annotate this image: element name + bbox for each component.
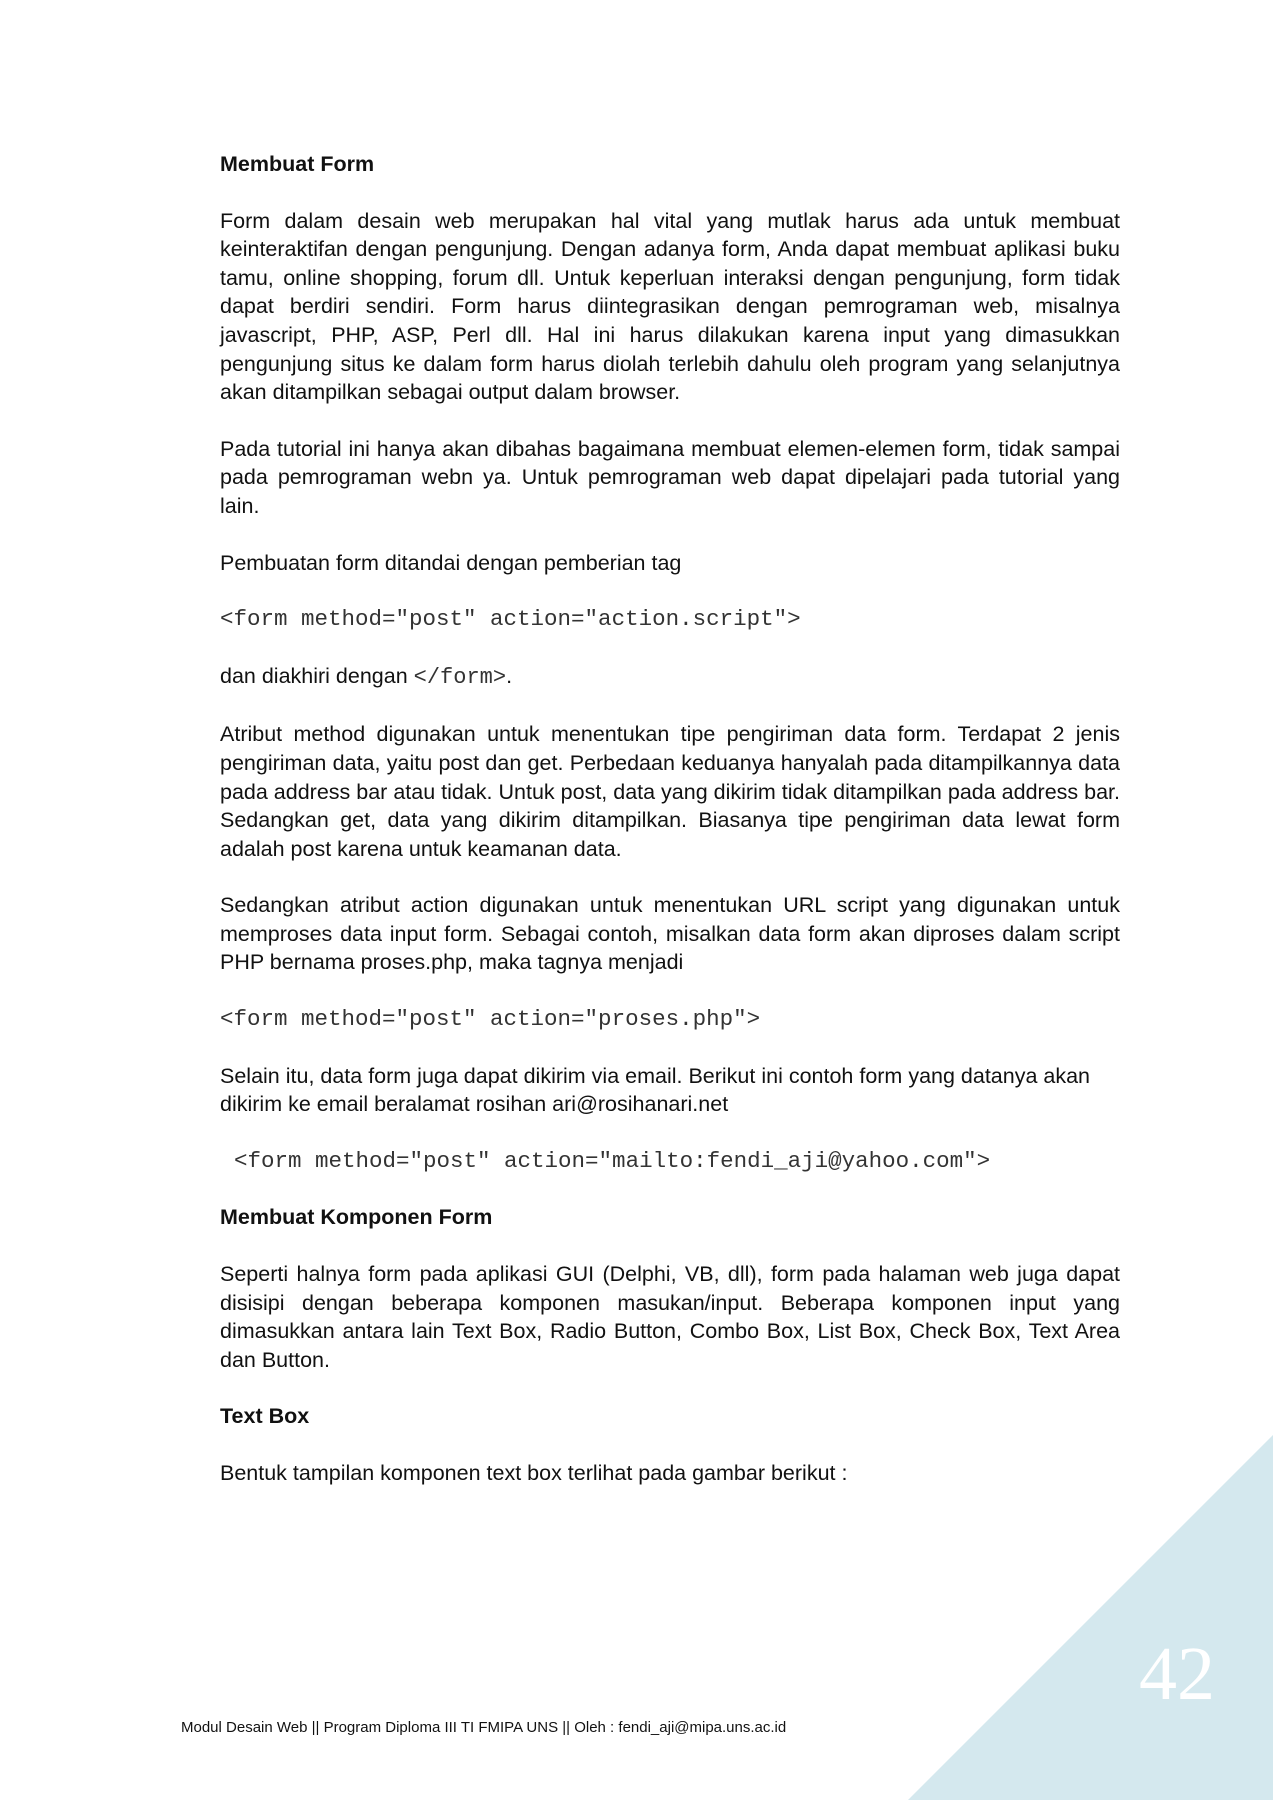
paragraph-komponen: Seperti halnya form pada aplikasi GUI (Delphi, VB, dll), form pada halaman web juga dapat disisipi dengan beberapa komponen masukan/input. Beberapa komponen input yang dimasukkan antara lain Text Box, Radio Button, Combo Box, List Box, Check Box, Text Area dan Button.	[220, 1262, 1120, 1372]
closing-tag-prefix: dan diakhiri dengan	[220, 663, 414, 688]
page-number: 42	[1139, 1632, 1215, 1716]
code-form-action-script: <form method="post" action="action.script">	[220, 606, 801, 633]
code-form-mailto: <form method="post" action="mailto:fendi_aji@yahoo.com">	[234, 1147, 991, 1174]
paragraph-text-box: Bentuk tampilan komponen text box terlihat pada gambar berikut :	[220, 1461, 848, 1485]
heading-text-box: Text Box	[220, 1404, 310, 1429]
page-footer: Modul Desain Web || Program Diploma III TI FMIPA UNS || Oleh : fendi_aji@mipa.uns.ac.id	[181, 1719, 787, 1736]
paragraph-closing-tag	[220, 662, 1120, 693]
code-form-proses-php: <form method="post" action="proses.php">	[220, 1006, 761, 1033]
corner-triangle-shape	[908, 1435, 1273, 1800]
paragraph-form-tag: Pembuatan form ditandai dengan pemberian tag	[220, 550, 682, 575]
paragraph-email-form: Selain itu, data form juga dapat dikirim via email. Berikut ini contoh form yang datanya akan dikirim ke email beralamat rosihan ari@rosihanari.net	[220, 1063, 1091, 1117]
corner-triangle-decoration	[908, 1435, 1273, 1800]
paragraph-intro: Form dalam desain web merupakan hal vital yang mutlak harus ada untuk membuat keinteraktifan dengan pengunjung. Dengan adanya form, Anda dapat membuat aplikasi buku tamu, online shopping, forum dll. Untuk keperluan interaksi dengan pengunjung, form tidak dapat berdiri sendiri. Form harus diintegrasikan dengan pemrograman web, misalnya javascript, PHP, ASP, Perl dll. Hal ini harus dilakukan karena input yang dimasukkan pengunjung situs ke dalam form harus diolah terlebih dahulu oleh program yang selanjutnya akan ditampilkan sebagai output dalam browser.	[220, 208, 1120, 405]
paragraph-method-attribute: Atribut method digunakan untuk menentukan tipe pengiriman data form. Terdapat 2 jenis pengiriman data, yaitu post dan get. Perbedaan keduanya hanyalah pada ditampilkannya data pada address bar atau tidak. Untuk post, data yang dikirim tidak ditampilkan pada address bar. Sedangkan get, data yang dikirim ditampilkan. Biasanya tipe pengiriman data lewat form adalah post karena untuk keamanan data.	[220, 722, 1120, 861]
page-content	[220, 150, 1120, 1516]
paragraph-action-attribute: Sedangkan atribut action digunakan untuk menentukan URL script yang digunakan untuk memproses data input form. Sebagai contoh, misalkan data form akan diproses dalam script PHP bernama proses.php, maka tagnya menjadi	[220, 893, 1120, 975]
paragraph-tutorial-scope: Pada tutorial ini hanya akan dibahas bagaimana membuat elemen-elemen form, tidak sampai pada pemrograman webn ya. Untuk pemrograman web dapat dipelajari pada tutorial yang lain.	[220, 436, 1120, 518]
closing-tag-suffix: .	[506, 663, 513, 688]
heading-membuat-form: Membuat Form	[220, 152, 375, 176]
heading-membuat-komponen-form: Membuat Komponen Form	[220, 1205, 493, 1230]
closing-tag-code: </form>	[413, 664, 507, 690]
